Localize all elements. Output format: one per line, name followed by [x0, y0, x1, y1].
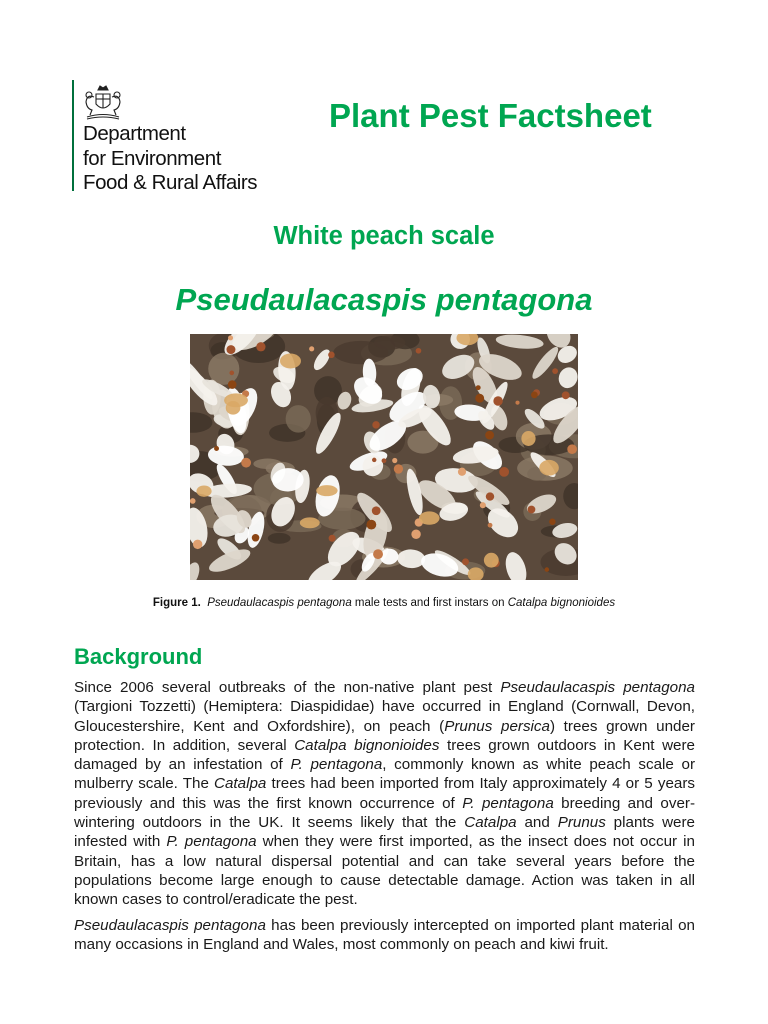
- department-name: [83, 122, 257, 196]
- photo-texture: [416, 348, 422, 354]
- photo-texture: [328, 352, 335, 359]
- text-run: Since 2006 several outbreaks of the non-native plant pest: [74, 679, 501, 696]
- photo-texture: [372, 506, 381, 515]
- text-run: when they were first imported, as the insect does not occur in Britain, has a low natural dispersal potential and can take several years before the populations become large enough to cause detectable damage. Action was taken in all known cases to control/eradicate the pest.: [74, 833, 695, 909]
- photo-texture: [252, 534, 260, 542]
- photo-texture: [476, 385, 481, 390]
- section-heading-background: Background: [74, 644, 203, 669]
- photo-texture: [411, 530, 420, 539]
- photo-texture: [392, 458, 397, 463]
- photo-texture: [374, 335, 406, 349]
- pest-photo: [190, 334, 578, 580]
- defra-logo: [72, 80, 302, 192]
- photo-texture: [539, 460, 559, 476]
- italic-term: Prunus persica: [444, 717, 550, 735]
- logo-rule: [72, 80, 74, 191]
- department-line: Department: [83, 122, 186, 145]
- photo-texture: [475, 394, 484, 403]
- photo-texture: [226, 401, 241, 415]
- photo-texture: [228, 380, 237, 389]
- text-run: , commonly known as white peach scale or mulberry scale. The: [74, 756, 696, 793]
- photo-texture: [493, 396, 502, 405]
- caption-text: male tests and first instars on: [351, 597, 508, 609]
- photo-texture: [309, 346, 314, 351]
- photo-texture: [300, 517, 320, 528]
- text-run: has been previously intercepted on imported plant material on many occasions in England and Wales, most commonly on peach and kiwi fruit.: [74, 917, 696, 954]
- photo-texture: [214, 446, 219, 451]
- photo-texture: [531, 392, 538, 399]
- photo-texture: [256, 342, 265, 351]
- photo-texture: [268, 533, 291, 544]
- italic-term: P. pentagona: [462, 794, 554, 812]
- photo-texture: [382, 458, 387, 463]
- photo-texture: [488, 523, 493, 528]
- photo-texture: [484, 553, 499, 568]
- background-paragraph-1: [74, 678, 695, 910]
- photo-texture: [372, 458, 376, 462]
- photo-texture: [552, 368, 558, 374]
- italic-term: Catalpa: [214, 775, 267, 793]
- text-run: trees had been imported from Italy approximately 4 or 5 years previously and this was the first known occurrence of: [74, 775, 695, 812]
- photo-texture: [462, 558, 469, 565]
- photo-texture: [562, 391, 570, 399]
- photo-texture: [419, 511, 440, 524]
- photo-texture: [499, 467, 509, 477]
- photo-texture: [228, 335, 233, 340]
- pest-latin-name: Pseudaulacaspis pentagona: [175, 282, 593, 317]
- photo-texture: [480, 502, 486, 508]
- text-run: trees grown outdoors in Kent were damaged by an infestation of: [74, 736, 695, 774]
- caption-species: Pseudaulacaspis pentagona: [207, 597, 352, 609]
- photo-texture: [286, 405, 311, 433]
- photo-texture: [372, 421, 379, 428]
- photo-texture: [567, 444, 577, 454]
- photo-texture: [329, 535, 336, 542]
- photo-texture: [190, 498, 196, 504]
- text-run: breeding and over-wintering outdoors in the UK. It seems likely that the: [74, 794, 696, 832]
- photo-texture: [545, 567, 550, 572]
- page-title: Plant Pest Factsheet: [329, 97, 652, 134]
- photo-texture: [366, 520, 376, 530]
- photo-texture: [521, 431, 535, 446]
- photo-texture: [241, 458, 251, 468]
- text-run: ) trees grown under protection. In addition, several: [74, 717, 695, 754]
- text-run: (Targioni Tozzetti) (Hemiptera: Diaspididae) have occurred in England (Cornwall, Devon, Gloucestershire, Kent and Oxfordshire), on peach (: [74, 698, 695, 735]
- text-run: and: [516, 814, 558, 832]
- figure-label: Figure 1.: [152, 597, 201, 609]
- italic-term: Catalpa: [464, 814, 517, 832]
- italic-term: Pseudaulacaspis pentagona: [74, 917, 266, 934]
- photo-texture: [316, 485, 337, 496]
- photo-texture: [528, 506, 536, 514]
- photo-texture: [549, 519, 555, 525]
- italic-term: P. pentagona: [290, 756, 383, 774]
- photo-texture: [193, 540, 202, 549]
- photo-texture: [515, 401, 519, 405]
- department-line: Food & Rural Affairs: [83, 171, 258, 194]
- photo-texture: [280, 354, 301, 369]
- photo-texture: [196, 486, 211, 497]
- italic-term: Pseudaulacaspis pentagona: [500, 679, 695, 696]
- royal-coat-of-arms-icon: [81, 82, 125, 122]
- italic-term: Prunus: [557, 814, 606, 832]
- photo-texture: [485, 431, 494, 440]
- department-line: for Environment: [83, 146, 221, 170]
- photo-texture: [229, 371, 234, 376]
- italic-term: Catalpa bignonioides: [294, 736, 440, 754]
- photo-texture: [394, 464, 403, 473]
- figure-caption: [0, 597, 768, 609]
- photo-texture: [486, 492, 494, 500]
- pest-common-name: White peach scale: [273, 222, 495, 250]
- italic-term: P. pentagona: [166, 833, 257, 851]
- photo-texture: [226, 345, 235, 354]
- background-paragraph-2: [74, 916, 695, 955]
- text-run: plants were infested with: [74, 814, 696, 851]
- photo-texture: [373, 549, 383, 559]
- photo-texture: [458, 468, 466, 476]
- caption-host: Catalpa bignonioides: [507, 597, 616, 609]
